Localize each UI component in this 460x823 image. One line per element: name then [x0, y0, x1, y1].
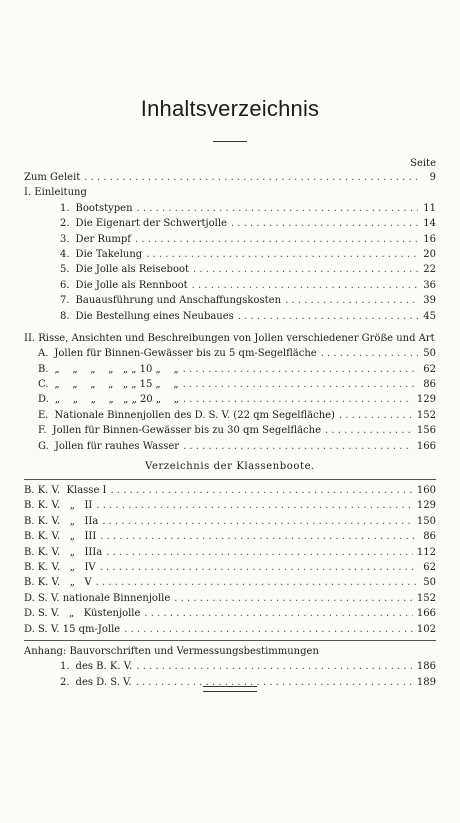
leader-dots — [146, 247, 418, 262]
toc-entry[interactable]: 7. Bauausführung und Anschaffungskosten . . . 39 — [24, 293, 436, 308]
divider — [24, 479, 436, 480]
section-heading-risse: II. Risse, Ansichten und Beschreibungen von Jollen verschiedener Größe und Art — [24, 332, 435, 344]
entry-label: Die Takelung — [75, 248, 143, 260]
leader-dots — [183, 362, 418, 377]
leader-dots — [135, 232, 418, 247]
entry-page: 189 — [416, 676, 436, 688]
toc-entry[interactable]: 2. des D. S. V. . . . 189 — [24, 675, 436, 690]
class-entry[interactable] — [24, 591, 436, 606]
entry-page: 9 — [429, 172, 436, 183]
leader-dots — [183, 439, 413, 454]
entry-label: „ „ „ „ „ „ 10 „ „ — [54, 363, 179, 375]
leader-dots — [106, 545, 413, 560]
leader-dots — [238, 309, 418, 324]
leader-dots — [84, 170, 418, 185]
entry-page: 45 — [423, 310, 436, 322]
toc-entry[interactable]: 4. Die Takelung . . . 20 — [24, 247, 436, 262]
toc-entry[interactable]: D. „ „ „ „ „ „ 20 „ „ . . . 129 — [24, 392, 436, 407]
entry-label: Bootstypen — [75, 202, 133, 214]
toc-entry[interactable]: 6. Die Jolle als Rennboot . . . 36 — [24, 278, 436, 293]
entry-label: B. K. V. „ III — [24, 531, 97, 543]
entry-page: 14 — [423, 218, 436, 230]
class-entry[interactable] — [24, 529, 436, 544]
entry-label: B. K. V. „ IIIa — [24, 546, 103, 558]
toc-entry[interactable]: 8. Die Bestellung eines Neubaues . . . 45 — [24, 309, 436, 324]
page-column-label: Seite — [410, 158, 436, 169]
section-heading-einleitung: I. Einleitung — [24, 187, 87, 199]
closing-rule-bottom — [203, 691, 257, 692]
entry-label: D. S. V. „ Küstenjolle — [24, 608, 141, 620]
toc-entry[interactable]: 1. des B. K. V. . . . 186 — [24, 659, 436, 674]
leader-dots — [136, 659, 413, 674]
entry-label: B. K. V. „ IV — [24, 561, 96, 573]
class-entry[interactable] — [24, 560, 436, 575]
entry-label: Zum Geleit — [24, 172, 81, 183]
entry-page: 86 — [423, 531, 436, 543]
entry-page: 129 — [416, 394, 436, 406]
entry-label: des B. K. V. — [75, 661, 133, 673]
leader-dots — [100, 529, 418, 544]
toc-entry[interactable]: F. Jollen für Binnen-Gewässer bis zu 30 qm Segelfläche . . . 156 — [24, 423, 436, 438]
class-entry[interactable] — [24, 498, 436, 513]
entry-page: 16 — [423, 233, 436, 245]
leader-dots — [136, 675, 413, 690]
leader-dots — [183, 392, 413, 407]
entry-label: Jollen für Binnen-Gewässer bis zu 5 qm-Segelfläche — [54, 348, 317, 360]
entry-page: 39 — [423, 295, 436, 307]
leader-dots — [111, 483, 413, 498]
entry-page: 150 — [416, 515, 436, 527]
entry-label: B. K. V. „ II — [24, 500, 93, 512]
class-entry[interactable] — [24, 545, 436, 560]
closing-rule-top — [203, 686, 257, 687]
toc-entry[interactable]: 2. Die Eigenart der Schwertjolle . . . 14 — [24, 216, 436, 231]
leader-dots — [144, 606, 412, 621]
class-entry[interactable] — [24, 575, 436, 590]
entry-label: B. K. V. Klasse I — [24, 485, 107, 497]
entry-page: 112 — [416, 546, 436, 558]
toc-entry[interactable]: A. Jollen für Binnen-Gewässer bis zu 5 qm-Segelfläche . . . 50 — [24, 346, 436, 361]
entry-page: 166 — [416, 608, 436, 620]
class-entry[interactable] — [24, 606, 436, 621]
leader-dots — [100, 560, 418, 575]
class-entry[interactable] — [24, 514, 436, 529]
entry-page: 152 — [416, 409, 436, 421]
entry-label: Jollen für rauhes Wasser — [54, 440, 180, 452]
section-heading-anhang: Anhang: Bauvorschriften und Vermessungsbestimmungen — [24, 645, 319, 657]
entry-page: 129 — [416, 500, 436, 512]
entry-page: 186 — [416, 661, 436, 673]
leader-dots — [339, 408, 413, 423]
entry-label: Die Eigenart der Schwertjolle — [75, 218, 227, 230]
entry-label: Der Rumpf — [75, 233, 131, 245]
entry-page: 156 — [416, 425, 436, 437]
toc-entry[interactable]: C. „ „ „ „ „ „ 15 „ „ . . . 86 — [24, 377, 436, 392]
entry-page: 86 — [423, 379, 436, 391]
leader-dots — [96, 498, 413, 513]
entry-page: 50 — [423, 348, 436, 360]
leader-dots — [192, 278, 418, 293]
entry-label: D. S. V. 15 qm-Jolle — [24, 623, 121, 635]
leader-dots — [231, 216, 418, 231]
class-entry[interactable] — [24, 483, 436, 498]
entry-label: Jollen für Binnen-Gewässer bis zu 30 qm Segelfläche — [52, 425, 321, 437]
entry-label: D. S. V. nationale Binnenjolle — [24, 592, 171, 604]
entry-label: des D. S. V. — [75, 676, 132, 688]
leader-dots — [137, 201, 418, 216]
toc-entry-zum-geleit[interactable] — [24, 170, 436, 185]
divider — [24, 640, 436, 641]
classes-heading: Verzeichnis der Klassenboote. — [145, 461, 315, 473]
entry-label: Bauausführung und Anschaffungskosten — [75, 295, 282, 307]
leader-dots — [96, 575, 418, 590]
leader-dots — [285, 293, 418, 308]
page-title: Inhaltsverzeichnis — [140, 96, 320, 121]
leader-dots — [193, 262, 418, 277]
entry-page: 50 — [423, 577, 436, 589]
entry-label: Die Jolle als Reiseboot — [75, 264, 190, 276]
toc-entry[interactable]: G. Jollen für rauhes Wasser . . . 166 — [24, 439, 436, 454]
toc-entry[interactable]: 1. Bootstypen . . . 11 — [24, 201, 436, 216]
entry-page: 152 — [416, 592, 436, 604]
table-of-contents — [24, 170, 436, 690]
entry-page: 22 — [423, 264, 436, 276]
entry-label: B. K. V. „ V — [24, 577, 92, 589]
entry-page: 62 — [423, 363, 436, 375]
toc-entry[interactable]: 5. Die Jolle als Reiseboot . . . 22 — [24, 262, 436, 277]
class-entry[interactable] — [24, 622, 436, 637]
entry-page: 166 — [416, 440, 436, 452]
entry-label: Die Jolle als Rennboot — [75, 279, 188, 291]
entry-label: Die Bestellung eines Neubaues — [75, 310, 234, 322]
entry-label: „ „ „ „ „ „ 20 „ „ — [54, 394, 179, 406]
toc-entry[interactable]: 3. Der Rumpf . . . 16 — [24, 232, 436, 247]
title-rule — [213, 141, 247, 142]
entry-page: 62 — [423, 561, 436, 573]
toc-entry[interactable]: E. Nationale Binnenjollen des D. S. V. (22 qm Segelfläche) . . . 152 — [24, 408, 436, 423]
leader-dots — [321, 346, 418, 361]
entry-label: B. K. V. „ IIa — [24, 515, 99, 527]
leader-dots — [174, 591, 413, 606]
entry-page: 11 — [423, 202, 436, 214]
leader-dots — [183, 377, 418, 392]
toc-entry[interactable]: B. „ „ „ „ „ „ 10 „ „ . . . 62 — [24, 362, 436, 377]
entry-label: „ „ „ „ „ „ 15 „ „ — [54, 379, 179, 391]
entry-page: 160 — [416, 485, 436, 497]
entry-label: Nationale Binnenjollen des D. S. V. (22 qm Segelfläche) — [54, 409, 335, 421]
entry-page: 20 — [423, 248, 436, 260]
leader-dots — [325, 423, 413, 438]
leader-dots — [124, 622, 413, 637]
entry-page: 102 — [416, 623, 436, 635]
leader-dots — [102, 514, 413, 529]
entry-page: 36 — [423, 279, 436, 291]
